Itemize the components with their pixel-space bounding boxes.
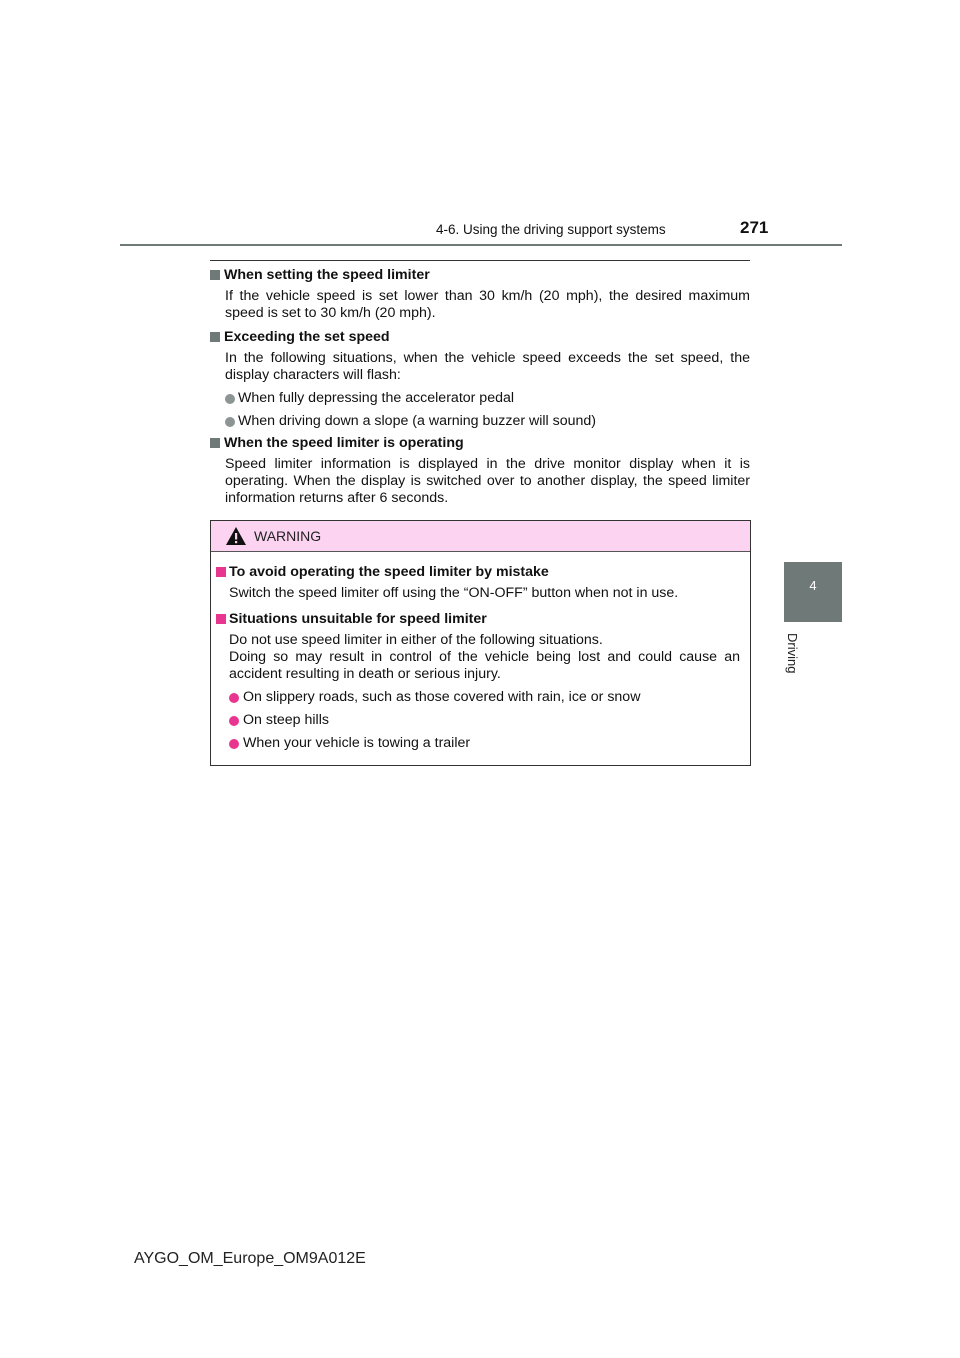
square-bullet-icon	[210, 438, 220, 448]
warning-item-heading: To avoid operating the speed limiter by mistake	[216, 564, 740, 581]
list-item: When fully depressing the accelerator pedal	[210, 390, 750, 407]
round-bullet-icon	[229, 693, 239, 703]
square-bullet-icon	[210, 332, 220, 342]
section-title: 4-6. Using the driving support systems	[436, 222, 666, 237]
page-number: 271	[740, 218, 769, 237]
warning-title: WARNING	[254, 528, 322, 544]
chapter-label: Driving	[785, 633, 800, 674]
section-speed-limiter-operating	[210, 435, 750, 507]
chapter-tab	[784, 562, 842, 622]
section-heading: Exceeding the set speed	[210, 329, 750, 346]
section-text: Speed limiter information is displayed in the drive monitor display when it is operating. When the display is switched over to another display, the speed limiter information returns after 6 seconds.	[225, 456, 750, 506]
round-bullet-icon	[229, 739, 239, 749]
section-heading: When the speed limiter is operating	[210, 435, 750, 452]
document-id-footer: AYGO_OM_Europe_OM9A012E	[134, 1250, 366, 1267]
square-bullet-icon	[216, 614, 226, 624]
section-heading: When setting the speed limiter	[210, 267, 750, 284]
warning-triangle-icon	[225, 526, 247, 546]
round-bullet-icon	[225, 394, 235, 404]
round-bullet-icon	[225, 417, 235, 427]
list-item: On slippery roads, such as those covered with rain, ice or snow	[216, 689, 740, 706]
round-bullet-icon	[229, 716, 239, 726]
list-item: On steep hills	[216, 712, 740, 729]
warning-header	[211, 521, 750, 552]
warning-body	[211, 552, 750, 752]
chapter-number: 4	[809, 578, 817, 593]
section-speed-limiter-setting	[210, 267, 750, 322]
list-item: When driving down a slope (a warning buzzer will sound)	[210, 413, 750, 430]
section-text: In the following situations, when the vehicle speed exceeds the set speed, the display characters will flash:	[225, 350, 750, 383]
section-exceeding-set-speed	[210, 329, 750, 430]
warning-item-text: Do not use speed limiter in either of the following situations. Doing so may result in control of the vehicle being lost and could cause an accident resulting in death or serious injury.	[229, 632, 740, 682]
square-bullet-icon	[216, 567, 226, 577]
section-text: If the vehicle speed is set lower than 30 km/h (20 mph), the desired maximum speed is set to 30 km/h (20 mph).	[225, 288, 750, 321]
content-divider	[210, 260, 750, 261]
list-item: When your vehicle is towing a trailer	[216, 735, 740, 752]
square-bullet-icon	[210, 270, 220, 280]
header-divider	[120, 244, 842, 246]
warning-item-text: Switch the speed limiter off using the “ON-OFF” button when not in use.	[229, 585, 679, 601]
warning-box	[210, 520, 751, 766]
warning-item-heading: Situations unsuitable for speed limiter	[216, 611, 740, 628]
